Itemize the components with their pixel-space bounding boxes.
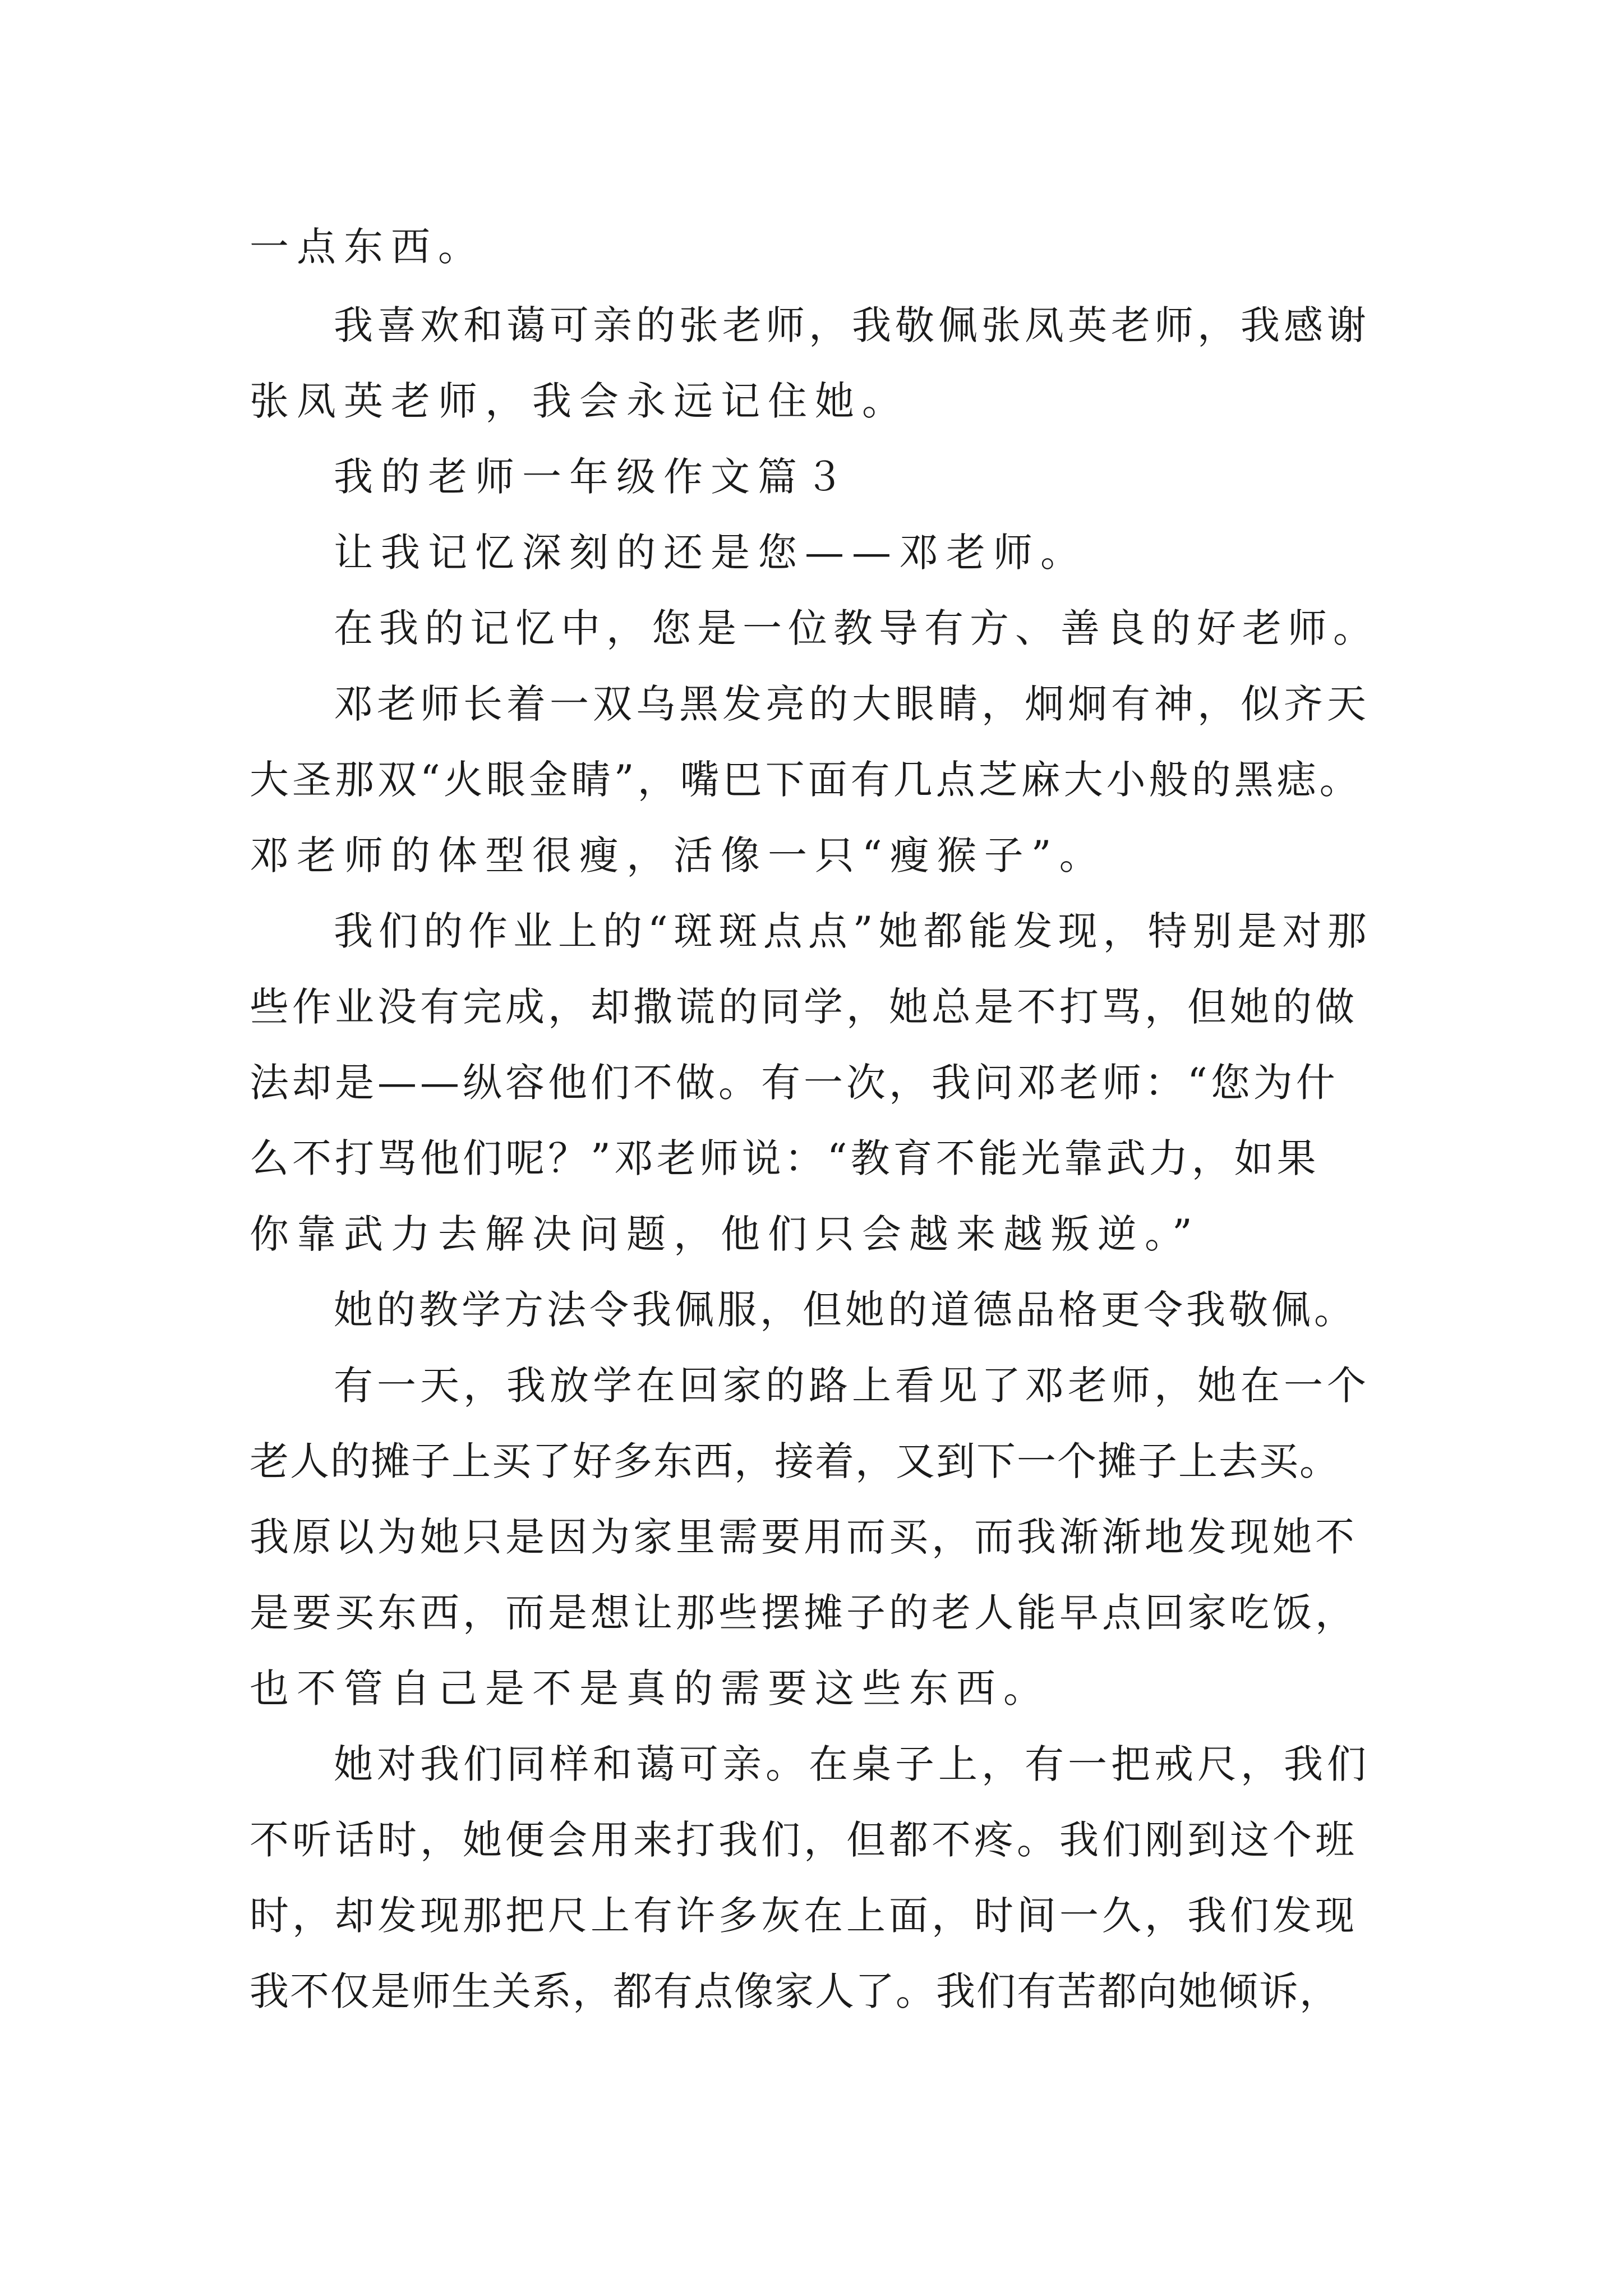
text-line: 不听话时，她便会用来打我们，但都不疼。我们刚到这个班 xyxy=(250,1817,1358,1863)
section-heading: 我的老师一年级作文篇３ xyxy=(334,454,852,500)
text-line: 老人的摊子上买了好多东西，接着，又到下一个摊子上去买。 xyxy=(250,1438,1340,1484)
text-line: 她对我们同样和蔼可亲。在桌子上，有一把戒尺，我们 xyxy=(334,1741,1370,1787)
text-line: 让我记忆深刻的还是您——邓老师。 xyxy=(334,530,1087,576)
text-line: 么不打骂他们呢？”邓老师说：“教育不能光靠武力，如果 xyxy=(250,1135,1320,1181)
text-line: 邓老师长着一双乌黑发亮的大眼睛，炯炯有神，似齐天 xyxy=(334,681,1370,727)
text-line: 我喜欢和蔼可亲的张老师，我敬佩张凤英老师，我感谢 xyxy=(334,302,1370,348)
text-line: 在我的记忆中，您是一位教导有方、善良的好老师。 xyxy=(334,605,1378,651)
text-line: 我原以为她只是因为家里需要用而买，而我渐渐地发现她不 xyxy=(250,1514,1358,1560)
text-line: 她的教学方法令我佩服，但她的道德品格更令我敬佩。 xyxy=(334,1287,1357,1333)
text-line: 我们的作业上的“斑斑点点”她都能发现，特别是对那 xyxy=(334,908,1372,954)
text-line: 些作业没有完成，却撒谎的同学，她总是不打骂，但她的做 xyxy=(250,984,1358,1030)
text-line: 法却是——纵容他们不做。有一次，我问邓老师：“您为什 xyxy=(250,1060,1339,1106)
text-line: 大圣那双“火眼金睛”，嘴巴下面有几点芝麻大小般的黑痣。 xyxy=(250,757,1362,803)
text-line: 是要买东西，而是想让那些摆摊子的老人能早点回家吃饭， xyxy=(250,1590,1358,1636)
text-line: 我不仅是师生关系，都有点像家人了。我们有苦都向她倾诉， xyxy=(250,1968,1340,2014)
text-line: 有一天，我放学在回家的路上看见了邓老师，她在一个 xyxy=(334,1363,1370,1409)
text-line: 你靠武力去解决问题，他们只会越来越叛逆。” xyxy=(250,1211,1200,1257)
text-line: 邓老师的体型很瘦，活像一只“瘦猴子”。 xyxy=(250,832,1106,878)
text-line: 也不管自己是不是真的需要这些东西。 xyxy=(250,1665,1050,1711)
text-line: 一点东西。 xyxy=(250,224,485,270)
text-line: 时，却发现那把尺上有许多灰在上面，时间一久，我们发现 xyxy=(250,1893,1358,1939)
text-line: 张凤英老师，我会永远记住她。 xyxy=(250,378,909,424)
